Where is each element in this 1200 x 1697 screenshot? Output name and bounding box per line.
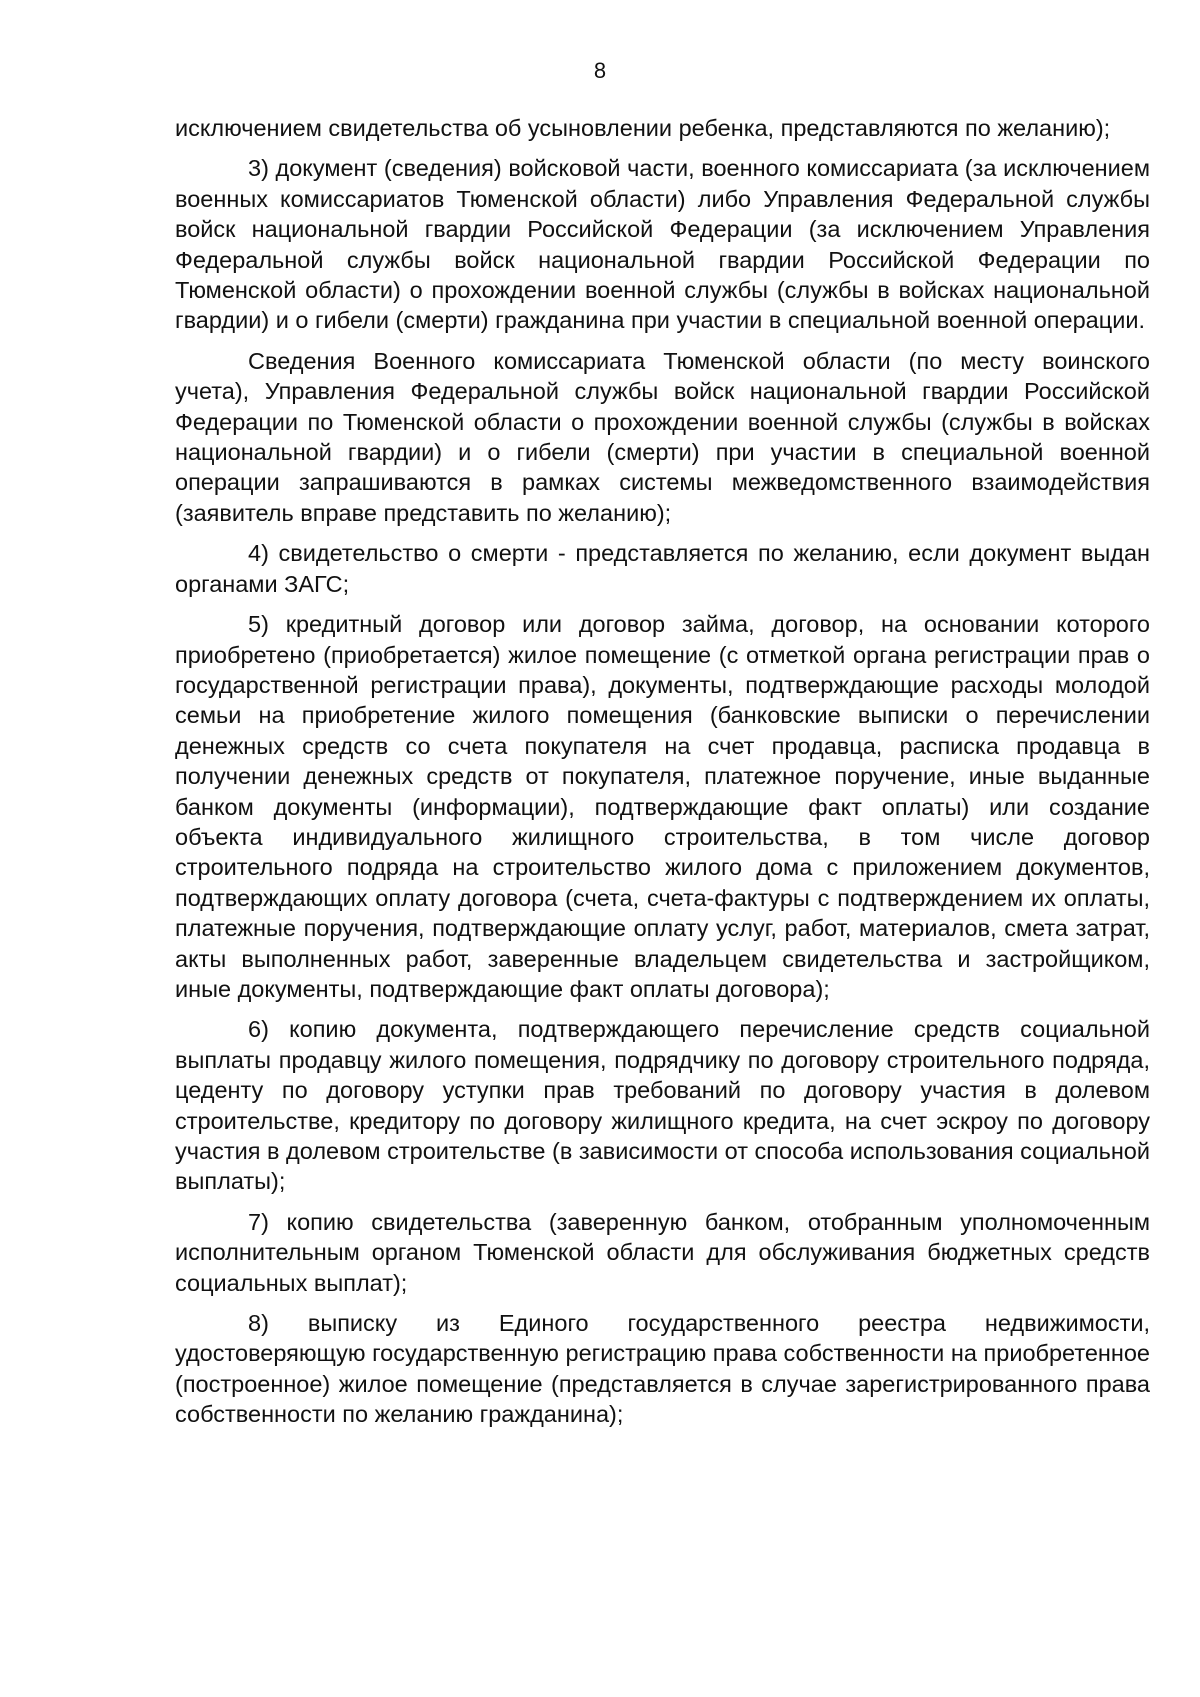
paragraph-item-8: 8) выписку из Единого государственного реестра недвижимости, удостоверяющую государственную регистрацию права собственности на приобретенное (построенное) жилое помещение (представляется в случае зарегистрированного права собственности по желанию гражданина); bbox=[175, 1310, 1150, 1428]
paragraph-item-7: 7) копию свидетельства (заверенную банком, отобранным уполномоченным исполнительным органом Тюменской области для обслуживания бюджетных средств социальных выплат); bbox=[175, 1208, 1150, 1296]
page-number: 8 bbox=[593, 58, 607, 83]
paragraph-military-info: Сведения Военного комиссариата Тюменской области (по месту воинского учета), Управления Федеральной службы войск национальной гвардии Российской Федерации по Тюменской области о прохождении военной службы (службы в войсках национальной гвардии) и о гибели (смерти) при участии в специальной военной операции запрашиваются в рамках системы межведомственного взаимодействия (заявитель вправе представить по желанию); bbox=[175, 347, 1150, 526]
paragraph-item-4: 4) свидетельство о смерти - представляется по желанию, если документ выдан органами ЗАГС; bbox=[175, 540, 1150, 597]
paragraph-item-6: 6) копию документа, подтверждающего перечисление средств социальной выплаты продавцу жилого помещения, подрядчику по договору строительного подряда, цеденту по договору уступки прав требований по договору участия в долевом строительстве, кредитору по договору жилищного кредита, на счет эскроу по договору участия в долевом строительстве (в зависимости от способа использования социальной выплаты); bbox=[175, 1016, 1150, 1195]
paragraph-item-5: 5) кредитный договор или договор займа, договор, на основании которого приобретено (приобретается) жилое помещение (с отметкой органа регистрации прав о государственной регистрации права), документы, подтверждающие расходы молодой семьи на приобретение жилого помещения (банковские выписки о перечислении денежных средств со счета покупателя на счет продавца, расписка продавца в получении денежных средств от покупателя, платежное поручение, иные выданные банком документы (информации), подтверждающие факт оплаты) или создание объекта индивидуального жилищного строительства, в том числе договор строительного подряда на строительство жилого дома с приложением документов, подтверждающих оплату договора (счета, счета-фактуры с подтверждением их оплаты, платежные поручения, подтверждающие оплату услуг, работ, материалов, смета затрат, акты выполненных работ, заверенные владельцем свидетельства и застройщиком, иные документы, подтверждающие факт оплаты договора); bbox=[175, 611, 1150, 1002]
document-body bbox=[175, 113, 1150, 1440]
paragraph-item-3: 3) документ (сведения) войсковой части, военного комиссариата (за исключением военных комиссариатов Тюменской области) либо Управления Федеральной службы войск национальной гвардии Российской Федерации (за исключением Управления Федеральной службы войск национальной гвардии Российской Федерации по Тюменской области) о прохождении военной службы (службы в войсках национальной гвардии) и о гибели (смерти) гражданина при участии в специальной военной операции. bbox=[175, 155, 1150, 334]
paragraph-continuation: исключением свидетельства об усыновлении ребенка, представляются по желанию); bbox=[175, 115, 1111, 141]
